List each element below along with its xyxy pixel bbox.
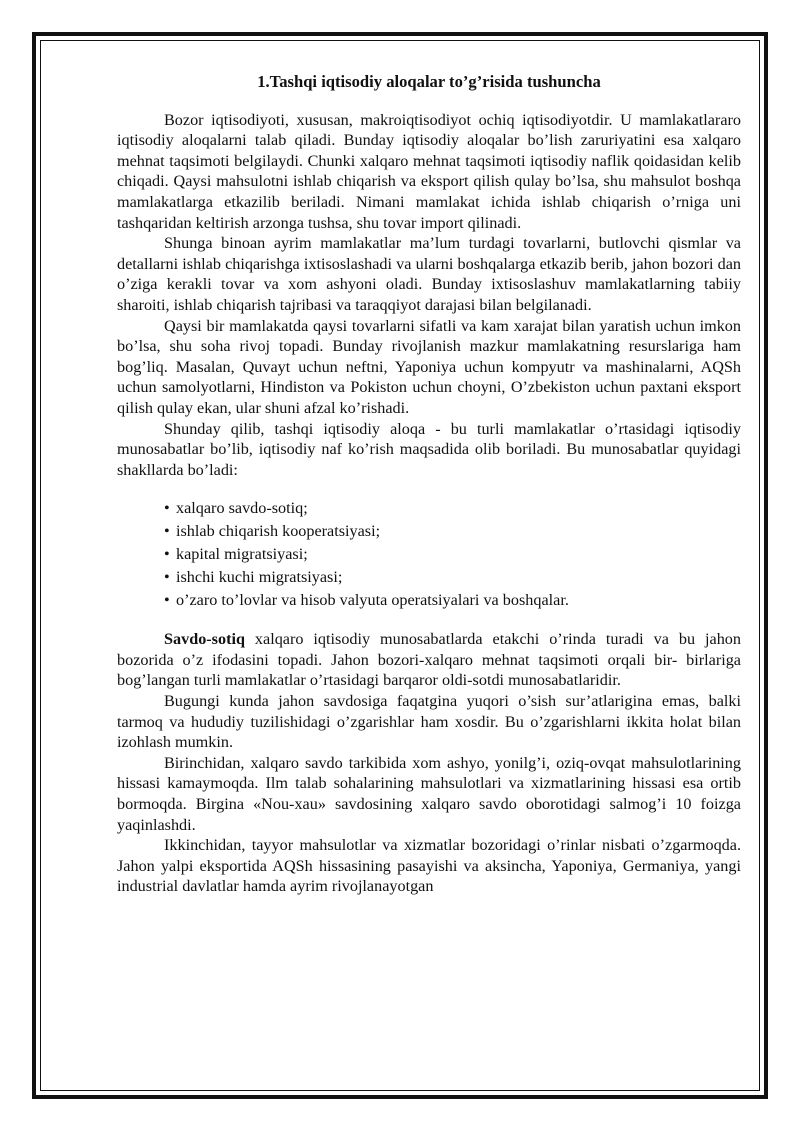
paragraph-2: Shunga binoan ayrim mamlakatlar ma’lum turdagi tovarlarni, butlovchi qismlar va detallarni ishlab chiqarishga ixtisoslashadi va ularni boshqalarga etkazib berib, jahon bozori dan o’ziga kerakli tovar va xom ashyoni oladi. Bunday ixtisoslashuv mamlakatlarning tabiiy sharoiti, ishlab chiqarish tajribasi va taraqqiyot darajasi bilan belgilanadi. — [117, 234, 741, 314]
bullet-marker: • — [164, 499, 170, 518]
paragraph-4: Shunday qilib, tashqi iqtisodiy aloqa - bu turli mamlakatlar o’rtasidagi iqtisodiy munosabatlar bo’lib, iqtisodiy naf ko’rish maqsadida olib boriladi. Bu munosabatlar quyidagi shakllarda bo’ladi: — [117, 419, 741, 479]
bullet-marker: • — [164, 591, 170, 610]
paragraph-savdo — [117, 629, 741, 691]
paragraph-3: Qaysi bir mamlakatda qaysi tovarlarni sifatli va kam xarajat bilan yaratish uchun imkon bo’lsa, shu soha rivoj topadi. Bunday rivojlanish mazkur mamlakatning resurslariga ham bog’liq. Masalan, Quvayt uchun neftni, Yaponiya uchun kompyutr va mashinalarni, AQSh uchun samolyotlarni, Hindiston va Pokiston uchun choyni, O’zbekiston uchun paxtani eksport qilish qulay ekan, ular shuni afzal ko’rishadi. — [117, 316, 741, 417]
paragraph-1: Bozor iqtisodiyoti, xususan, makroiqtisodiyot ochiq iqtisodiyotdir. U mamlakatlararo iqtisodiy aloqalarni talab qiladi. Bunday iqtisodiy aloqalar bo’lish zaruriyatini esa xalqaro mehnat taqsimoti belgilaydi. Chunki xalqaro mehnat taqsimoti iqtisodiy naflik qoidasidan kelib chiqadi. Qaysi mahsulotni ishlab chiqarish va eksport qilish qulay bo’lsa, shu mahsulot boshqa mamlakatlarga etkazilib beriladi. Nimani mamlakat ichida ishlab chiqarish o’rniga uni tashqaridan keltirish arzonga tushsa, shu tovar import qilinadi. — [117, 110, 741, 232]
paragraph-7: Birinchidan, xalqaro savdo tarkibida xom ashyo, yonilg’i, oziq-ovqat mahsulotlarining hissasi kamaymoqda. Ilm talab sohalarining mahsulotlari va xizmatlarining hissasi esa ortib bormoqda. Birgina «Nou-xau» savdosining xalqaro savdo oborotidagi salmog’i 10 foizga yaqinlashdi. — [117, 753, 741, 834]
list-item-text: xalqaro savdo-sotiq; — [176, 499, 308, 518]
list-item — [164, 520, 741, 543]
bullet-marker: • — [164, 545, 170, 564]
paragraph-6: Bugungi kunda jahon savdosiga faqatgina yuqori o’sish sur’atlarigina emas, balki tarmoq va hududiy tuzilishidagi o’zgarishlar ham xosdir. Bu o’zgarishlarni ikkita holat bilan izohlash mumkin. — [117, 692, 741, 752]
document-body — [117, 72, 741, 897]
list-item-text: ishlab chiqarish kooperatsiyasi; — [176, 522, 381, 541]
list-item-text: kapital migratsiyasi; — [176, 545, 308, 564]
list-item-text: o’zaro to’lovlar va hisob valyuta operatsiyalari va boshqalar. — [176, 591, 569, 610]
list-item — [164, 589, 741, 612]
document-title: 1.Tashqi iqtisodiy aloqalar to’g’risida tushuncha — [257, 72, 601, 91]
bold-term: Savdo-sotiq — [164, 630, 245, 649]
paragraph-savdo-text: xalqaro iqtisodiy munosabatlarda etakchi o’rinda turadi va bu jahon bozorida o’z ifodasini topadi. Jahon bozori-xalqaro mehnat taqsimoti orqali bir- birlariga bog’langan turli mamlakatlar o’rtasidagi barqaror oldi-sotdi munosabatlaridir. — [117, 630, 741, 690]
paragraph-8: Ikkinchidan, tayyor mahsulotlar va xizmatlar bozoridagi o’rinlar nisbati o’zgarmoqda. Jahon yalpi eksportida AQSh hissasining pasayishi va aksincha, Yaponiya, Germaniya, yangi industrial davlatlar hamda ayrim rivojlanayotgan — [117, 836, 741, 896]
bullet-marker: • — [164, 522, 170, 541]
bullet-marker: • — [164, 568, 170, 587]
list-item-text: ishchi kuchi migratsiyasi; — [176, 568, 343, 587]
list-item — [164, 497, 741, 520]
relations-forms-list — [117, 497, 741, 612]
list-item — [164, 566, 741, 589]
list-item — [164, 543, 741, 566]
